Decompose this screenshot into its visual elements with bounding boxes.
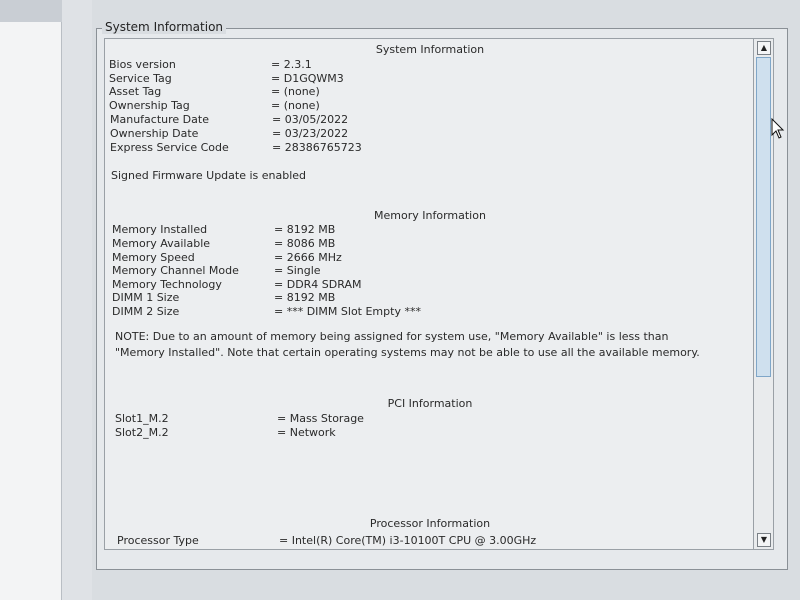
row-label: Memory Technology <box>112 278 222 291</box>
row-label: Slot1_M.2 <box>115 412 169 425</box>
processor-info-heading: Processor Information <box>369 517 491 530</box>
row-value: = Network <box>277 426 336 439</box>
scrollbar-thumb[interactable] <box>756 57 771 377</box>
row-label: Memory Speed <box>112 251 195 264</box>
row-value: = 8192 MB <box>274 291 335 304</box>
row-value: = DDR4 SDRAM <box>274 278 361 291</box>
left-panel-header-strip <box>0 0 62 22</box>
row-label: DIMM 2 Size <box>112 305 180 318</box>
row-label: Memory Installed <box>112 223 208 236</box>
panel-gutter <box>62 0 92 600</box>
system-info-heading: System Information <box>375 43 485 56</box>
row-label: Ownership Date <box>110 127 199 140</box>
row-label: Processor Type <box>117 534 199 547</box>
row-label: Slot2_M.2 <box>115 426 169 439</box>
scroll-down-icon[interactable]: ▼ <box>757 533 771 547</box>
left-navigation-panel <box>0 0 62 600</box>
row-value: = (none) <box>271 85 320 98</box>
row-value: = 03/05/2022 <box>272 113 348 126</box>
row-label: Service Tag <box>109 72 172 85</box>
row-label: Memory Channel Mode <box>112 264 239 277</box>
firmware-update-status: Signed Firmware Update is enabled <box>111 169 307 182</box>
row-label: Manufacture Date <box>110 113 209 126</box>
row-label: Ownership Tag <box>109 99 190 112</box>
row-label: DIMM 1 Size <box>112 291 180 304</box>
system-information-textbox[interactable] <box>104 38 754 550</box>
row-value: = (none) <box>271 99 320 112</box>
groupbox-title: System Information <box>102 20 226 34</box>
row-label: Bios version <box>109 58 176 71</box>
memory-info-heading: Memory Information <box>374 209 486 222</box>
row-label: Express Service Code <box>110 141 229 154</box>
row-value: = Single <box>274 264 321 277</box>
row-value: = 8192 MB <box>274 223 335 236</box>
row-value: = Mass Storage <box>277 412 364 425</box>
row-label: Asset Tag <box>109 85 162 98</box>
row-value: = Intel(R) Core(TM) i3-10100T CPU @ 3.00GHz <box>279 534 536 547</box>
row-value: = 8086 MB <box>274 237 335 250</box>
vertical-scrollbar[interactable] <box>754 38 774 550</box>
bottom-margin <box>96 572 800 600</box>
pci-info-heading: PCI Information <box>387 397 473 410</box>
scroll-up-icon[interactable]: ▲ <box>757 41 771 55</box>
row-value: = *** DIMM Slot Empty *** <box>274 305 421 318</box>
row-value: = 03/23/2022 <box>272 127 348 140</box>
row-value: = 2666 MHz <box>274 251 342 264</box>
memory-note: NOTE: Due to an amount of memory being assigned for system use, "Memory Available" is less than "Memory Installed". Note that certain operating systems may not be able to use all the available memory. <box>115 330 700 359</box>
row-value: = 28386765723 <box>272 141 362 154</box>
row-value: = 2.3.1 <box>271 58 312 71</box>
row-label: Memory Available <box>112 237 211 250</box>
row-value: = D1GQWM3 <box>271 72 344 85</box>
